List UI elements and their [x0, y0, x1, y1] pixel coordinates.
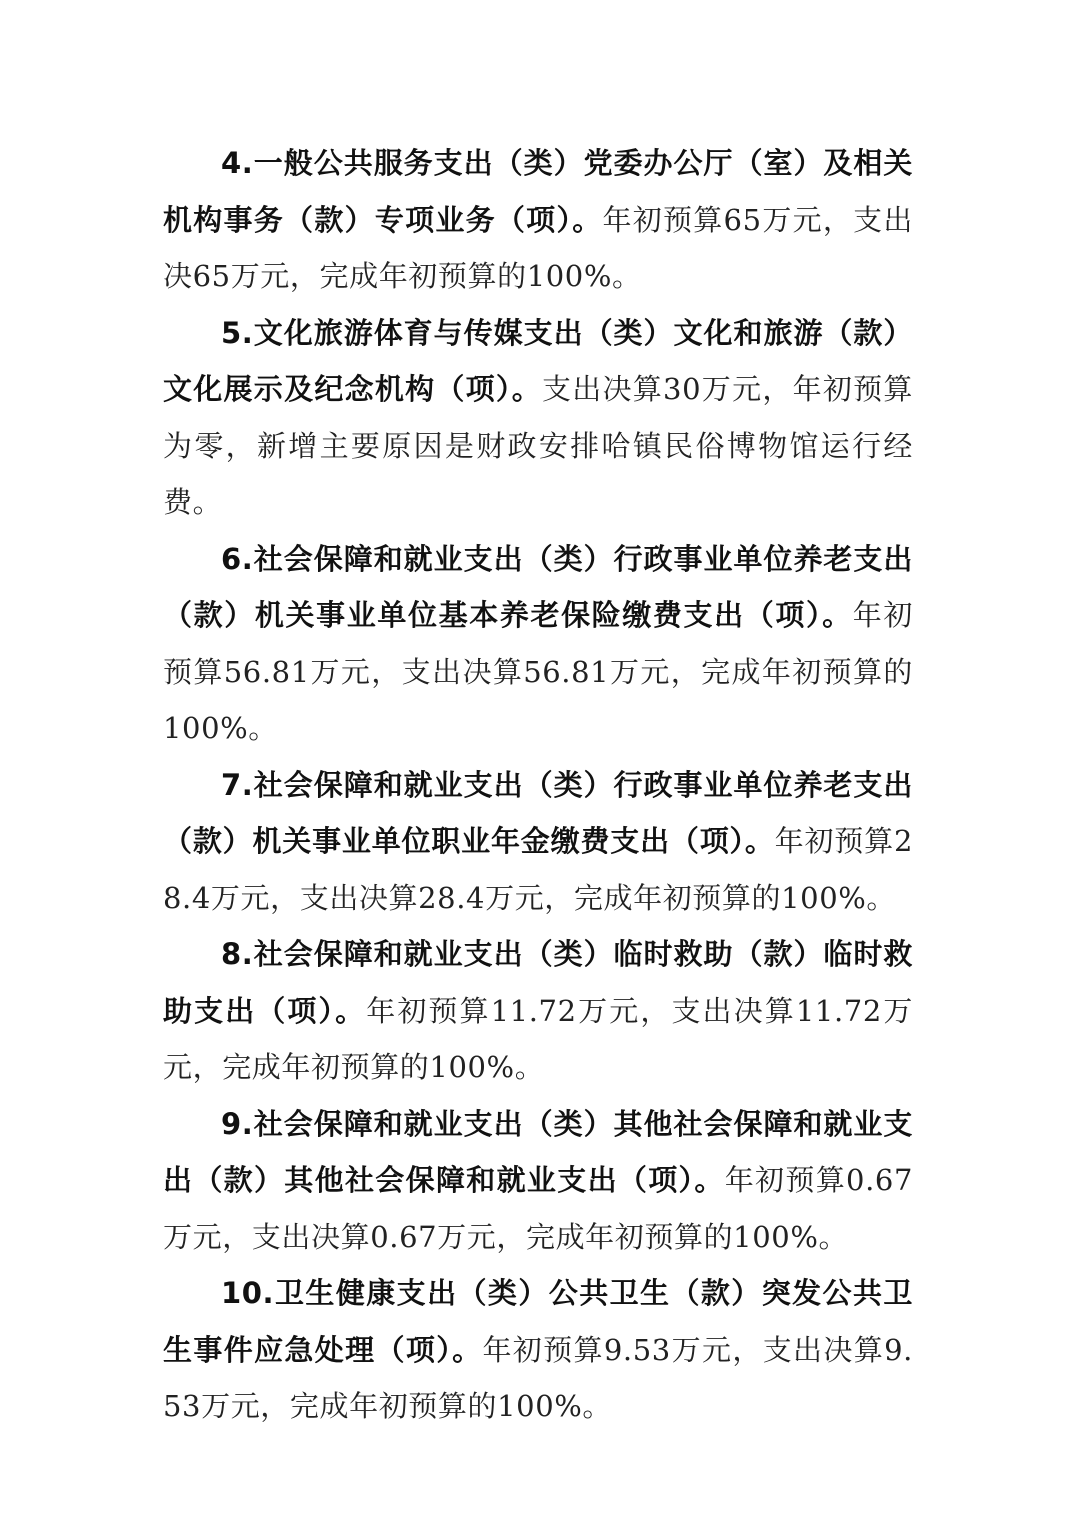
- paragraph-heading: 9.社会保障和就业支出（类）其他社会保障和就业支出（款）其他社会保障和就业支出（项）。: [163, 1106, 913, 1197]
- paragraph-text: 年初预算28.4万元，支出决算28.4万元，完成年初预算的100%。: [163, 824, 913, 915]
- paragraph-heading: 8.社会保障和就业支出（类）临时救助（款）临时救助支出（项）。: [163, 937, 913, 1028]
- paragraph-item-10: [163, 1265, 913, 1435]
- paragraph-item-8: [163, 926, 913, 1096]
- paragraph-heading: 10.卫生健康支出（类）公共卫生（款）突发公共卫生事件应急处理（项）。: [163, 1276, 913, 1367]
- paragraph-item-5: [163, 305, 913, 531]
- paragraph-text: 年初预算11.72万元，支出决算11.72万元，完成年初预算的100%。: [163, 993, 913, 1084]
- document-body: [163, 135, 913, 1435]
- paragraph-item-4: [163, 135, 913, 305]
- paragraph-text: 年初预算0.67万元，支出决算0.67万元，完成年初预算的100%。: [163, 1163, 913, 1254]
- paragraph-heading: 4.一般公共服务支出（类）党委办公厅（室）及相关机构事务（款）专项业务（项）。: [163, 146, 913, 237]
- paragraph-text: 支出决算30万元，年初预算为零，新增主要原因是财政安排哈镇民俗博物馆运行经费。: [163, 372, 913, 519]
- paragraph-item-6: [163, 531, 913, 757]
- paragraph-text: 年初预算56.81万元，支出决算56.81万元，完成年初预算的100%。: [163, 598, 913, 745]
- paragraph-text: 年初预算9.53万元，支出决算9.53万元，完成年初预算的100%。: [163, 1332, 913, 1423]
- paragraph-item-9: [163, 1096, 913, 1266]
- paragraph-text: 年初预算65万元，支出决65万元，完成年初预算的100%。: [163, 202, 913, 293]
- paragraph-heading: 6.社会保障和就业支出（类）行政事业单位养老支出（款）机关事业单位基本养老保险缴费支出（项）。: [163, 541, 913, 632]
- paragraph-heading: 7.社会保障和就业支出（类）行政事业单位养老支出（款）机关事业单位职业年金缴费支出（项）。: [163, 767, 913, 858]
- paragraph-heading: 5.文化旅游体育与传媒支出（类）文化和旅游（款）文化展示及纪念机构（项）。: [163, 315, 913, 406]
- paragraph-item-7: [163, 757, 913, 927]
